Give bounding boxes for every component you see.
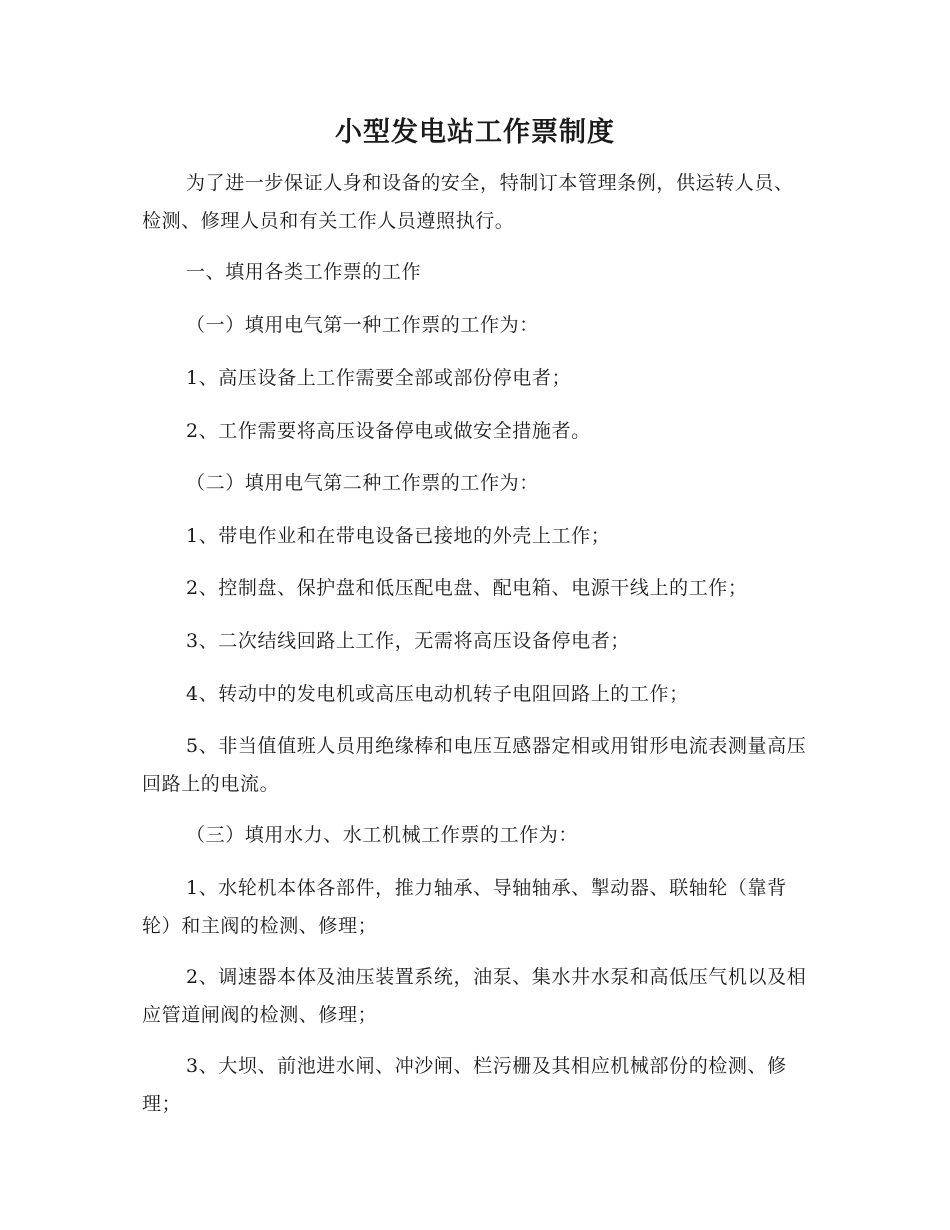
list-item: 2、控制盘、保护盘和低压配电盘、配电箱、电源干线上的工作； (186, 577, 748, 599)
section-heading-1: 一、填用各类工作票的工作 (186, 261, 422, 283)
list-item: 2、工作需要将高压设备停电或做安全措施者。 (186, 420, 591, 442)
subsection-heading-2: （二）填用电气第二种工作票的工作为： (186, 472, 539, 494)
list-item: 1、水轮机本体各部件，推力轴承、导轴轴承、掣动器、联轴轮（靠背轮）和主阀的检测、修理； (142, 877, 787, 937)
paragraph-intro: 为了进一步保证人身和设备的安全，特制订本管理条例，供运转人员、检测、修理人员和有关工作人员遵照执行。 (142, 172, 794, 232)
list-item: 4、转动中的发电机或高压电动机转子电阻回路上的工作； (186, 683, 689, 705)
list-item: 1、带电作业和在带电设备已接地的外壳上工作； (186, 525, 611, 547)
subsection-heading-1: （一）填用电气第一种工作票的工作为： (186, 314, 539, 336)
list-item: 1、高压设备上工作需要全部或部份停电者； (186, 367, 572, 389)
document-title: 小型发电站工作票制度 (335, 117, 615, 148)
list-item: 3、大坝、前池进水闸、冲沙闸、栏污栅及其相应机械部份的检测、修理； (142, 1055, 787, 1115)
list-item: 3、二次结线回路上工作，无需将高压设备停电者； (186, 630, 630, 652)
list-item: 2、调速器本体及油压装置系统，油泵、集水井水泵和高低压气机以及相应管道闸阀的检测、修理； (142, 966, 807, 1026)
subsection-heading-3: （三）填用水力、水工机械工作票的工作为： (186, 824, 579, 846)
list-item: 5、非当值值班人员用绝缘棒和电压互感器定相或用钳形电流表测量高压回路上的电流。 (142, 735, 807, 795)
